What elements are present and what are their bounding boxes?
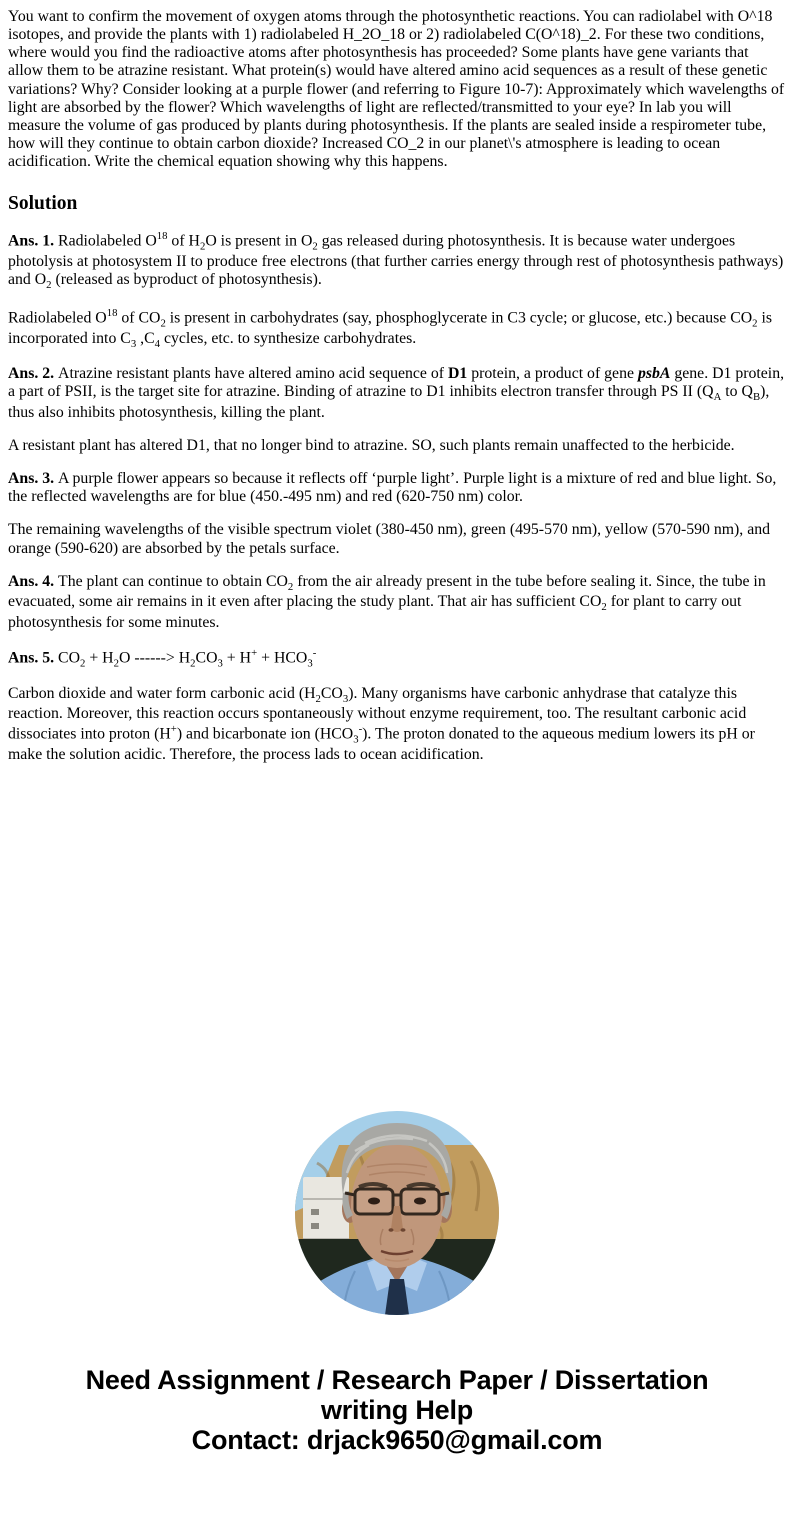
answer-5-explanation-paragraph: Carbon dioxide and water form carbonic acid $(H_2CO_3)$. Many organisms have carbonic anhydrase that catalyze this reaction. Moreover, this reaction occurs spontaneously without enzyme requirement, too. The resultant carbonic acid dissociates into proton (H+) and bicarbonate ion $(HCO_3^-)$. The proton donated to the aqueous medium lowers its pH or make the solution acidic. Therefore, the process lads to ocean acidification. <box>8 684 755 764</box>
answer-2-paragraph: Ans. 2. Atrazine resistant plants have altered amino acid sequence of D1 protein, a product of gene psbA gene. D1 protein, a part of PSII, is the target site for atrazine. Binding of atrazine to D1 inhibits electron transfer through PS II ($Q_A$ to $Q_B$), thus also inhibits photosynthesis, killing the plant. <box>8 365 785 421</box>
answer-1-paragraph: Ans. 1. Radiolabeled $O^{18}$ of $H_2O$ is present in $O_2$ gas released during photosynthesis. It is because water undergoes photolysis at photosystem II to produce free electrons (that further carries energy through rest of photosynthesis pathways) and $O_2$ (released as byproduct of photosynthesis). <box>8 230 784 292</box>
solution-heading: Solution <box>8 193 78 215</box>
answer-2-continued-paragraph: A resistant plant has altered D1, that no longer bind to atrazine. SO, such plants remain unaffected to the herbicide. <box>8 436 735 454</box>
answer-1-continued-paragraph: Radiolabeled $O^{18}$ of $CO_2$ is present in carbohydrates (say, phosphoglycerate in C3 cycle; or glucose, etc.) because $CO_2$ is incorporated into $C_3$ $,C_4$ cycles, etc. to synthesize carbohydrates. <box>8 306 773 350</box>
footer-help-line-1: Need Assignment / Research Paper / Dissertation <box>85 1365 709 1396</box>
footer-contact-line: Contact: drjack9650@gmail.com <box>191 1425 603 1456</box>
answer-5-equation: Ans. 5. $CO_2 + H_2O$ ------> $H_2CO_3 + H^+ + HCO_3^-$ <box>8 646 317 670</box>
portrait-photo-icon <box>295 1111 499 1315</box>
answer-3-paragraph: Ans. 3. A purple flower appears so because it reflects off ‘purple light’. Purple light is a mixture of red and blue light. So, the reflected wavelengths are for blue (450.-495 nm) and red (620-750 nm) color. <box>8 470 777 506</box>
answer-4-paragraph: Ans. 4. The plant can continue to obtain $CO_2$ from the air already present in the tube before sealing it. Since, the tube in evacuated, some air remains in it even after placing the study plant. That air has sufficient $CO_2$ for plant to carry out photosynthesis for some minutes. <box>8 572 766 631</box>
author-avatar <box>295 1111 499 1315</box>
question-paragraph: You want to confirm the movement of oxygen atoms through the photosynthetic reactions. You can radiolabel with O^18 isotopes, and provide the plants with 1) radiolabeled H_2O_18 or 2) radiolabeled C(O^18)_2. For these two conditions, where would you find the radioactive atoms after photosynthesis has proceeded? Some plants have gene variants that allow them to be atrazine resistant. What protein(s) would have altered amino acid sequences as a result of these genetic variations? Why? Consider looking at a purple flower (and referring to Figure 10-7): Approximately which wavelengths of light are absorbed by the flower? Which wavelengths of light are reflected/transmitted to your eye? In lab you will measure the volume of gas produced by plants during photosynthesis. If the plants are sealed inside a respirometer tube, how will they continue to obtain carbon dioxide? Increased CO_2 in our planet\'s atmosphere is leading to ocean acidification. Write the chemical equation showing why this happens. <box>8 8 785 171</box>
footer-help-line-2: writing Help <box>320 1395 474 1426</box>
footer-ad <box>8 1365 786 1455</box>
answer-3-continued-paragraph: The remaining wavelengths of the visible spectrum violet (380-450 nm), green (495-570 nm), yellow (570-590 nm), and orange (590-620) are absorbed by the petals surface. <box>8 521 771 557</box>
